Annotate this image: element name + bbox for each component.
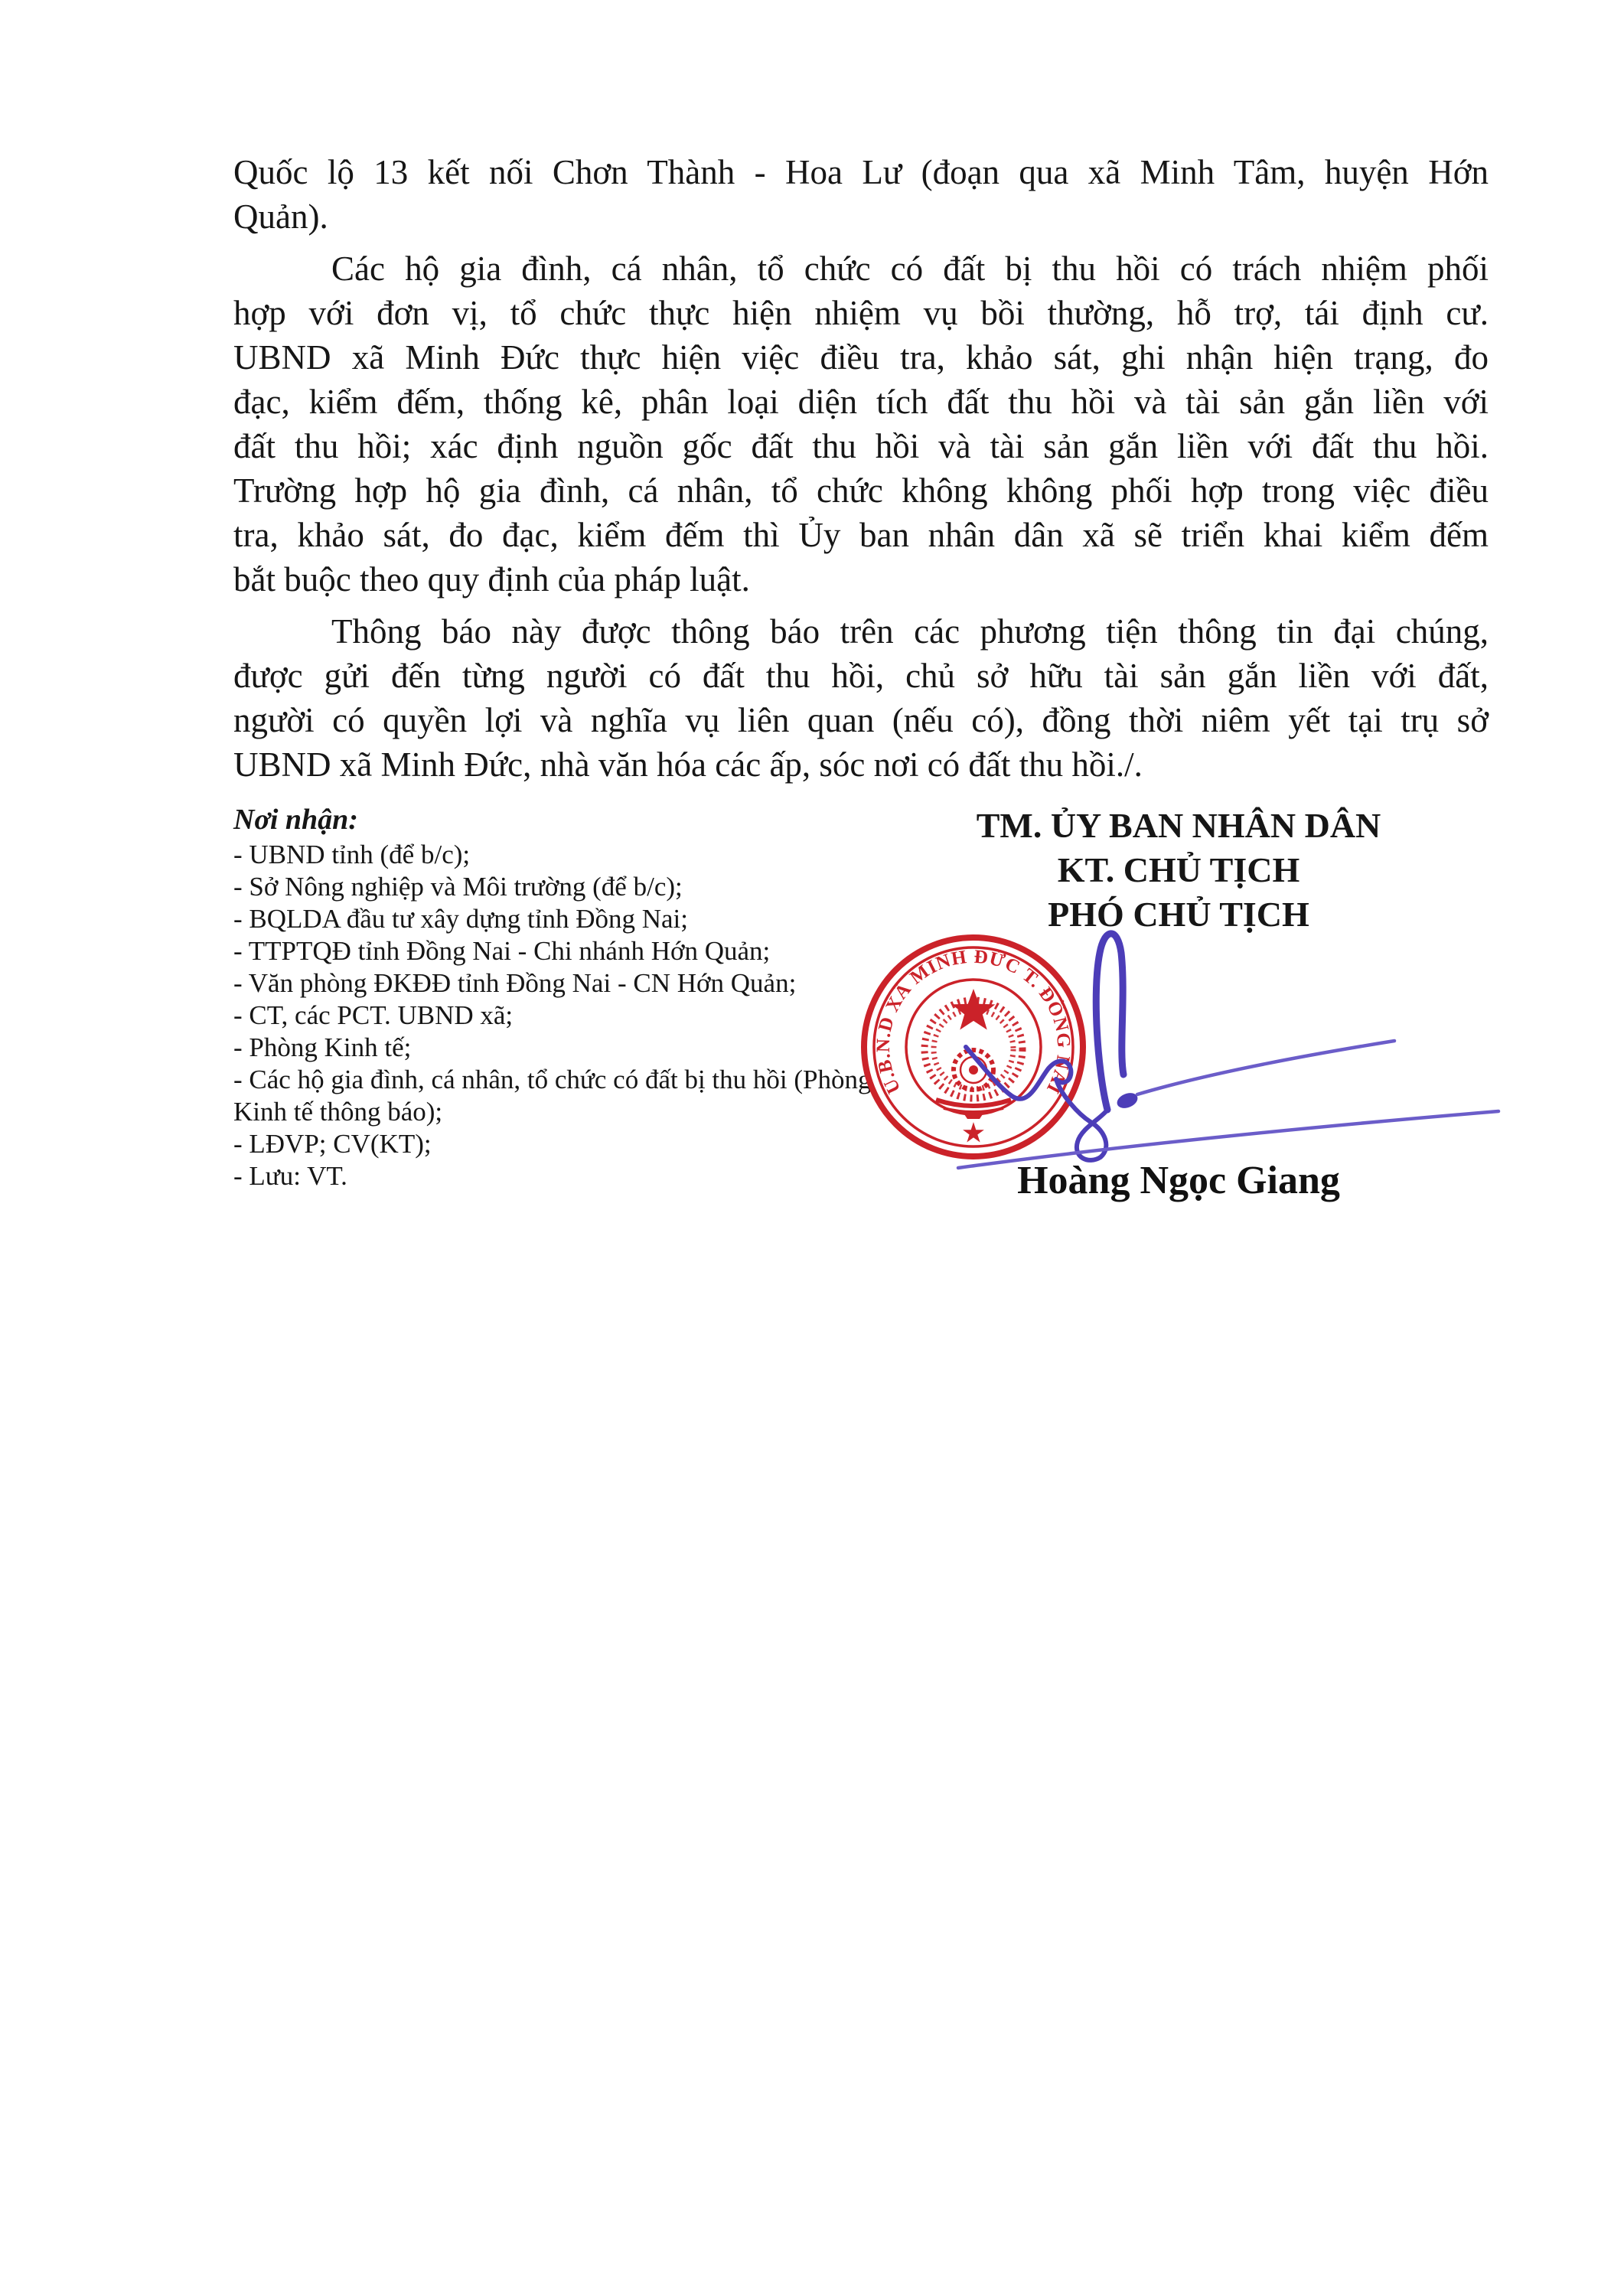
body-line: đất thu hồi; xác định nguồn gốc đất thu hồi và tài sản gắn liền với đất thu hồi. [233,427,1489,465]
signing-capacity: KT. CHỦ TỊCH [1057,850,1300,889]
body-line: đạc, kiểm đếm, thống kê, phân loại diện tích đất thu hồi và tài sản gắn liền với [233,383,1489,421]
signature-squiggle [966,1047,1107,1160]
recipient-item: - LĐVP; CV(KT); [233,1129,432,1159]
signer-name: Hoàng Ngọc Giang [1017,1159,1340,1202]
signer-title: PHÓ CHỦ TỊCH [1048,895,1309,934]
body-line: người có quyền lợi và nghĩa vụ liên quan (nếu có), đồng thời niêm yết tại trụ sở [233,701,1489,739]
signing-authority: TM. ỦY BAN NHÂN DÂN [976,806,1381,845]
recipient-item: - Sở Nông nghiệp và Môi trường (để b/c); [233,872,683,902]
body-line: tra, khảo sát, đo đạc, kiểm đếm thì Ủy ban nhân dân xã sẽ triển khai kiểm đếm [233,516,1489,554]
recipient-item: - BQLDA đầu tư xây dựng tỉnh Đồng Nai; [233,904,688,934]
paragraph [233,246,1489,602]
body-line: được gửi đến từng người có đất thu hồi, chủ sở hữu tài sản gắn liền với đất, [233,657,1489,695]
body-line: UBND xã Minh Đức thực hiện việc điều tra, khảo sát, ghi nhận hiện trạng, đo [233,338,1489,377]
body-line: UBND xã Minh Đức, nhà văn hóa các ấp, sóc nơi có đất thu hồi./. [233,745,1143,784]
body-line: Quản). [233,197,328,236]
recipients-block [233,801,907,1192]
body-line: Trường hợp hộ gia đình, cá nhân, tổ chức không không phối hợp trong việc điều [233,471,1489,510]
recipient-item: - CT, các PCT. UBND xã; [233,1000,514,1030]
signature-loop [1096,934,1123,1110]
body-line: hợp với đơn vị, tổ chức thực hiện nhiệm vụ bồi thường, hỗ trợ, tái định cư. [233,294,1489,332]
recipient-item: - Các hộ gia đình, cá nhân, tổ chức có đất bị thu hồi (Phòng Kinh tế thông báo); [233,1065,872,1127]
seal-ring-text: U.B.N.D XÃ MINH ĐỨC T. ĐỒNG NAI [872,946,1075,1097]
body-line: Các hộ gia đình, cá nhân, tổ chức có đất bị thu hồi có trách nhiệm phối [331,249,1489,288]
paragraph [233,150,1489,239]
recipient-item: - TTPTQĐ tỉnh Đồng Nai - Chi nhánh Hớn Quản; [233,936,771,966]
recipient-item: - Lưu: VT. [233,1161,347,1191]
body-line: bắt buộc theo quy định của pháp luật. [233,560,750,598]
body-line: Thông báo này được thông báo trên các phương tiện thông tin đại chúng, [331,612,1489,651]
seal-bottom-star: ★ [962,1119,985,1146]
recipient-item: - Văn phòng ĐKĐĐ tỉnh Đồng Nai - CN Hớn Quản; [233,968,797,998]
recipients-label: Nơi nhận: [233,804,358,836]
recipient-item: - Phòng Kinh tế; [233,1032,412,1062]
document-body [233,150,1489,787]
paragraph [233,609,1489,787]
recipient-item: - UBND tỉnh (để b/c); [233,840,471,869]
signature-upper-tail [1137,1041,1394,1094]
body-line: Quốc lộ 13 kết nối Chơn Thành - Hoa Lư (đoạn qua xã Minh Tâm, huyện Hớn [233,153,1489,191]
